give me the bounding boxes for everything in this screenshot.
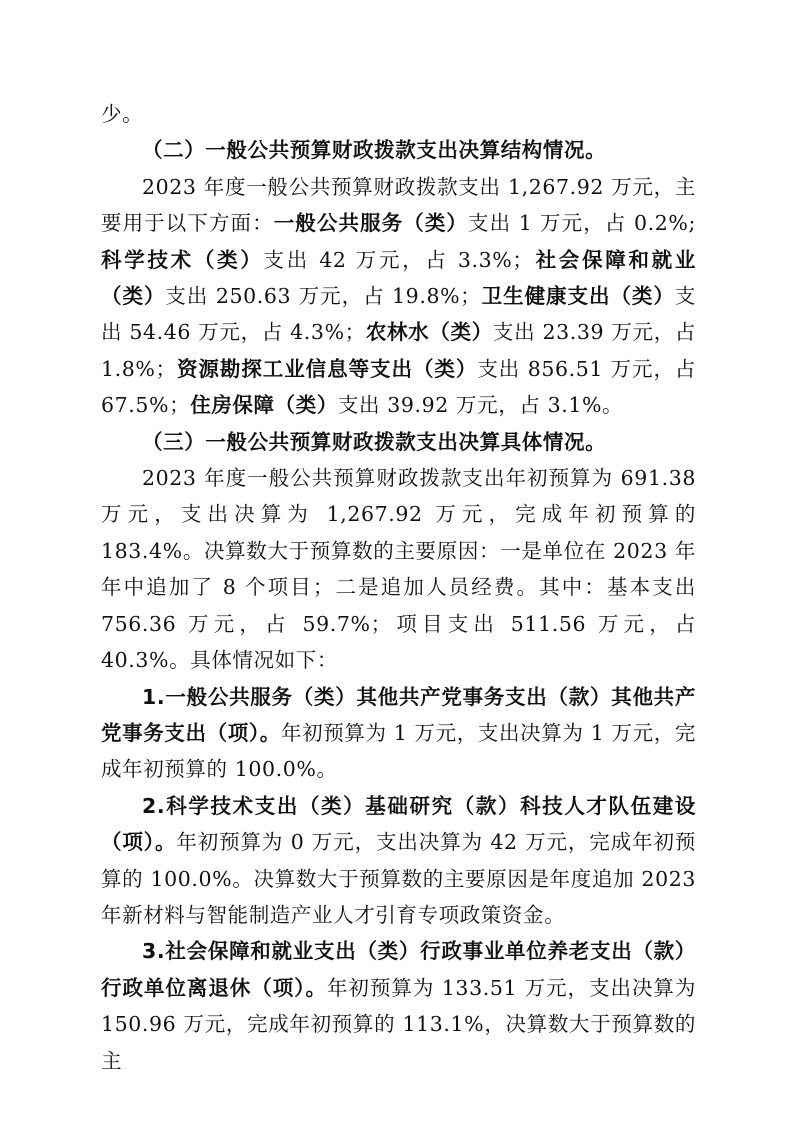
item-text: 年初预算为 133.51 万元，支出决算为 150.96 万元，完成年初预算的 113.1%，决算数大于预算数的主 [101, 975, 696, 1073]
item-text: 年初预算为 1 万元，支出决算为 1 万元，完成年初预算的 100.0%。 [101, 720, 697, 782]
text-run: 支出 42 万元，占 3.3%； [263, 247, 534, 272]
item-title: 3.社会保障和就业支出（类）行政事业单位养老支出（款）行政单位离退休（项）。 [101, 939, 696, 1000]
section-heading-2: （二）一般公共预算财政拨款支出决算结构情况。 [142, 138, 607, 163]
item-text: 年初预算为 0 万元，支出决算为 42 万元，完成年初预算的 100.0%。决算数大于预算数的主要原因是年度追加 2023 年新材料与智能制造产业人才引育专项政策资金。 [101, 830, 696, 927]
paragraph-continuation [101, 96, 696, 132]
category-label: 社会保障和就业（类） [101, 247, 696, 309]
text-run: 支出 1 万元，占 0.2%; [468, 211, 696, 236]
item-1 [101, 679, 696, 788]
item-2 [101, 788, 696, 934]
section-heading-3: （三）一般公共预算财政拨款支出决算具体情况。 [142, 429, 607, 454]
category-label: 卫生健康支出（类） [481, 284, 675, 309]
category-label: 住房保障（类） [190, 393, 338, 418]
category-label: 资源勘探工业信息等支出（类） [176, 356, 478, 381]
item-title: 2.科学技术支出（类）基础研究（款）科技人才队伍建设（项）。 [101, 793, 696, 855]
category-label: 一般公共服务（类） [273, 211, 469, 236]
category-label: 农林水（类） [365, 320, 493, 345]
paragraph-structure [101, 169, 696, 424]
item-title: 1.一般公共服务（类）其他共产党事务支出（款）其他共产党事务支出（项）。 [101, 684, 696, 745]
text-run: 支出 23.39 万元，占 1.8%； [101, 320, 696, 381]
paragraph-detail-summary: 2023 年度一般公共预算财政拨款支出年初预算为 691.38 万元，支出决算为 1,267.92 万元，完成年初预算的 183.4%。决算数大于预算数的主要原因：一是单位在 2023 年年中追加了 8 个项目；二是追加人员经费。其中：基本支出 756.36 万元，占 59.7%；项目支出 511.56 万元，占 40.3%。具体情况如下： [101, 466, 696, 673]
item-3 [101, 933, 696, 1079]
text-run: 支出 856.51 万元，占 67.5%； [101, 356, 696, 418]
text-run: 2023 年度一般公共预算财政拨款支出 1,267.92 万元，主要用于以下方面： [101, 174, 696, 236]
continuation-text: 少。 [101, 102, 144, 126]
text-run: 支出 39.92 万元，占 3.1%。 [337, 393, 624, 418]
category-label: 科学技术（类） [101, 247, 264, 272]
text-run: 支出 54.46 万元，占 4.3%； [101, 284, 696, 345]
text-run: 支出 250.63 万元，占 19.8%； [165, 284, 482, 309]
